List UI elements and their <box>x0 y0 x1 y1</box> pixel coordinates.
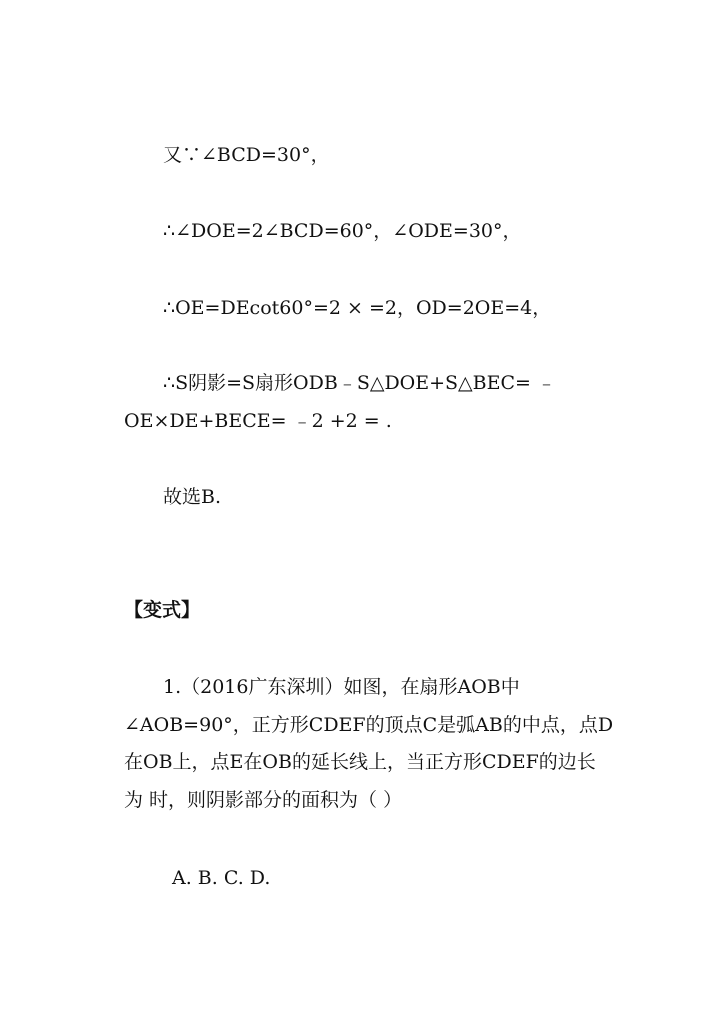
question-line-1: 1.（2016广东深圳）如图，在扇形AOB中 <box>163 676 520 698</box>
solution-line-5: OE×DE+BECE= ﹣2 +2 = . <box>124 410 392 432</box>
answer-options: A. B. C. D. <box>172 867 271 889</box>
question-line-3: 在OB上，点E在OB的延长线上，当正方形CDEF的边长 <box>124 751 596 773</box>
solution-line-2: ∴∠DOE=2∠BCD=60°，∠ODE=30°， <box>163 220 522 242</box>
solution-line-4: ∴S阴影=S扇形ODB﹣S△DOE+S△BEC= ﹣ <box>163 372 556 394</box>
variant-heading: 【变式】 <box>124 599 201 621</box>
question-line-4: 为 时，则阴影部分的面积为（ ） <box>124 789 403 811</box>
solution-line-1: 又∵∠BCD=30°， <box>163 144 330 166</box>
question-line-2: ∠AOB=90°，正方形CDEF的顶点C是弧AB的中点，点D <box>124 714 614 736</box>
solution-answer: 故选B. <box>163 486 222 508</box>
solution-line-3: ∴OE=DEcot60°=2 × =2，OD=2OE=4， <box>163 297 552 319</box>
